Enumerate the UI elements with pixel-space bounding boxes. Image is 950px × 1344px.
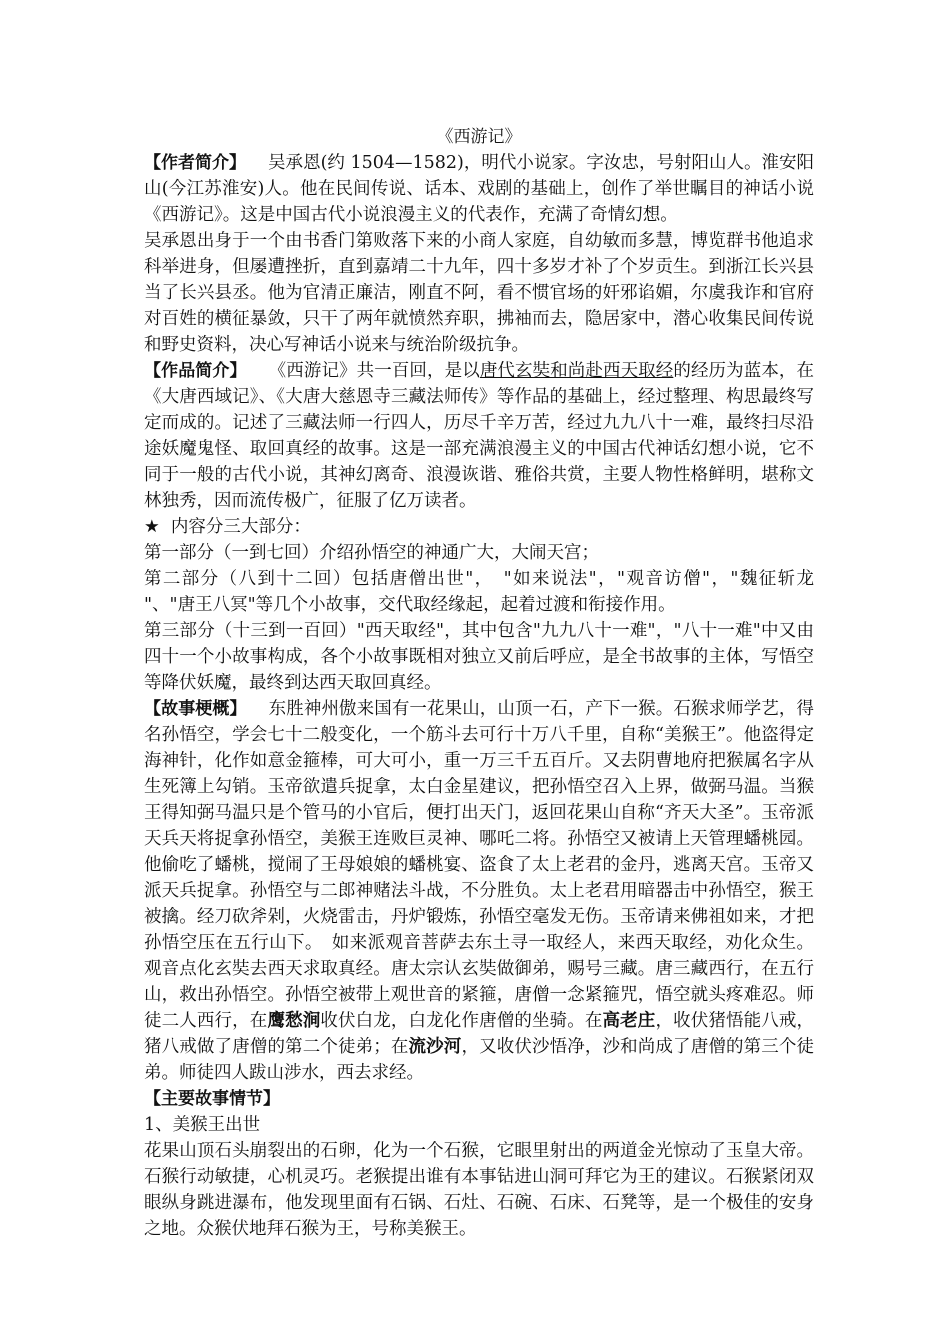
- work-intro-paragraph: [144, 358, 814, 514]
- story-summary-text-2: 收伏白龙，白龙化作唐僧的坐骑。在: [320, 1011, 603, 1031]
- main-plots-label: 【主要故事情节】: [144, 1089, 280, 1109]
- place-name-gaolaozhuang: 高老庄: [602, 1011, 656, 1031]
- author-intro-label: 【作者简介】: [144, 153, 247, 173]
- author-intro-paragraph: [144, 150, 814, 228]
- story-summary-text-1: 东胜神州傲来国有一花果山，山顶一石，产下一猴。石猴求师学艺，得名孙悟空，学会七十二般变化，一个筋斗去可行十万八千里，自称“美猴王”。他盗得定海神针，化作如意金箍棒，可大可小，重一万三千五百斤。又去阴曹地府把猴属名字从生死簿上勾销。玉帝欲遣兵捉拿，太白金星建议，把孙悟空召入上界，做弼马温。当猴王得知弼马温只是个管马的小官后，便打出天门，返回花果山自称“齐天大圣”。玉帝派天兵天将捉拿孙悟空，美猴王连败巨灵神、哪吒二将。孙悟空又被请上天管理蟠桃园。他偷吃了蟠桃，搅闹了王母娘娘的蟠桃宴、盗食了太上老君的金丹，逃离天宫。玉帝又派天兵捉拿。孙悟空与二郎神赌法斗战，不分胜负。太上老君用暗器击中孙悟空，猴王被擒。经刀砍斧剁，火烧雷击，丹炉锻炼，孙悟空毫发无伤。玉帝请来佛祖如来，才把孙悟空压在五行山下。 如来派观音菩萨去东土寻一取经人，来西天取经，劝化众生。观音点化玄奘去西天求取真经。唐太宗认玄奘做御弟，赐号三藏。唐三藏西行，在五行山，救出孙悟空。孙悟空被带上观世音的紧箍，唐僧一念紧箍咒，悟空就头疼难忍。师徒二人西行，在: [144, 699, 815, 1031]
- content-parts-intro-text: 内容分三大部分：: [170, 517, 311, 537]
- plot-item-1-title: 1、美猴王出世: [144, 1115, 261, 1135]
- content-part-3: 第三部分（十三到一百回）"西天取经"，其中包含"九九八十一难"，"八十一难"中又由四十一个小故事构成，各个小故事既相对独立又前后呼应，是全书故事的主体，写悟空等降伏妖魔，最终到达西天取回真经。: [144, 621, 814, 693]
- place-name-yingchoujian: 鹰愁涧: [267, 1011, 321, 1031]
- document-page: [144, 124, 814, 1242]
- work-intro-text-start: 《西游记》共一百回，是以: [268, 361, 480, 381]
- story-summary-text-3: ，收伏猪悟能八戒，猪八戒做了唐僧的第二个徒弟；在: [144, 1011, 815, 1057]
- story-summary-paragraph: [144, 696, 814, 1086]
- plot-item-1-text: 花果山顶石头崩裂出的石卵，化为一个石猴，它眼里射出的两道金光惊动了玉皇大帝。石猴行动敏捷，心机灵巧。老猴提出谁有本事钻进山洞可拜它为王的建议。石猴紧闭双眼纵身跳进瀑布，他发现里面有石锅、石灶、石碗、石床、石凳等，是一个极佳的安身之地。众猴伏地拜石猴为王，号称美猴王。: [144, 1141, 814, 1239]
- work-intro-label: 【作品简介】: [144, 361, 247, 381]
- author-bio-paragraph: 吴承恩出身于一个由书香门第败落下来的小商人家庭，自幼敏而多慧，博览群书他追求科举进身，但屡遭挫折，直到嘉靖二十九年，四十多岁才补了个岁贡生。到浙江长兴县当了长兴县丞。他为官清正廉洁，刚直不阿，看不惯官场的奸邪谄媚，尔虞我诈和官府对百姓的横征暴敛，只干了两年就愤然弃职，拂袖而去，隐居家中，潜心收集民间传说和野史资料，决心写神话小说来与统治阶级抗争。: [144, 231, 814, 355]
- author-intro-text: 吴承恩(约 1504—1582)，明代小说家。字汝忠，号射阳山人。淮安阳山(今江苏淮安)人。他在民间传说、话本、戏剧的基础上，创作了举世瞩目的神话小说《西游记》。这是中国古代小说浪漫主义的代表作，充满了奇情幻想。: [144, 153, 815, 225]
- story-summary-text-4: ，又收伏沙悟净，沙和尚成了唐僧的第三个徒弟。师徒四人跋山涉水，西去求经。: [144, 1037, 815, 1083]
- content-parts-intro: [144, 514, 814, 540]
- place-name-liushahe: 流沙河: [408, 1037, 462, 1057]
- work-intro-underlined-text: 唐代玄奘和尚赴西天取经: [479, 361, 674, 381]
- work-intro-text-end: 的经历为蓝本，在《大唐西域记》、《大唐大慈恩寺三藏法师传》等作品的基础上，经过整理、构思最终写定而成的。记述了三藏法师一行四人，历尽千辛万苦，经过九九八十一难，最终扫尽沿途妖魔鬼怪、取回真经的故事。这是一部充满浪漫主义的中国古代神话幻想小说，它不同于一般的古代小说，其神幻离奇、浪漫诙谐、雅俗共赏，主要人物性格鲜明，堪称文林独秀，因而流传极广，征服了亿万读者。: [144, 361, 815, 511]
- star-icon: ★: [144, 517, 160, 537]
- content-part-1: 第一部分（一到七回）介绍孙悟空的神通广大，大闹天宫；: [144, 543, 599, 563]
- content-part-2: 第二部分（八到十二回）包括唐僧出世"， "如来说法"，"观音访僧"，"魏征斩龙 "、"唐王八冥"等几个小故事，交代取经缘起，起着过渡和衔接作用。: [144, 569, 814, 615]
- document-title: 《西游记》: [436, 127, 522, 147]
- main-plots-heading: [144, 1086, 814, 1112]
- story-summary-label: 【故事梗概】: [144, 699, 247, 719]
